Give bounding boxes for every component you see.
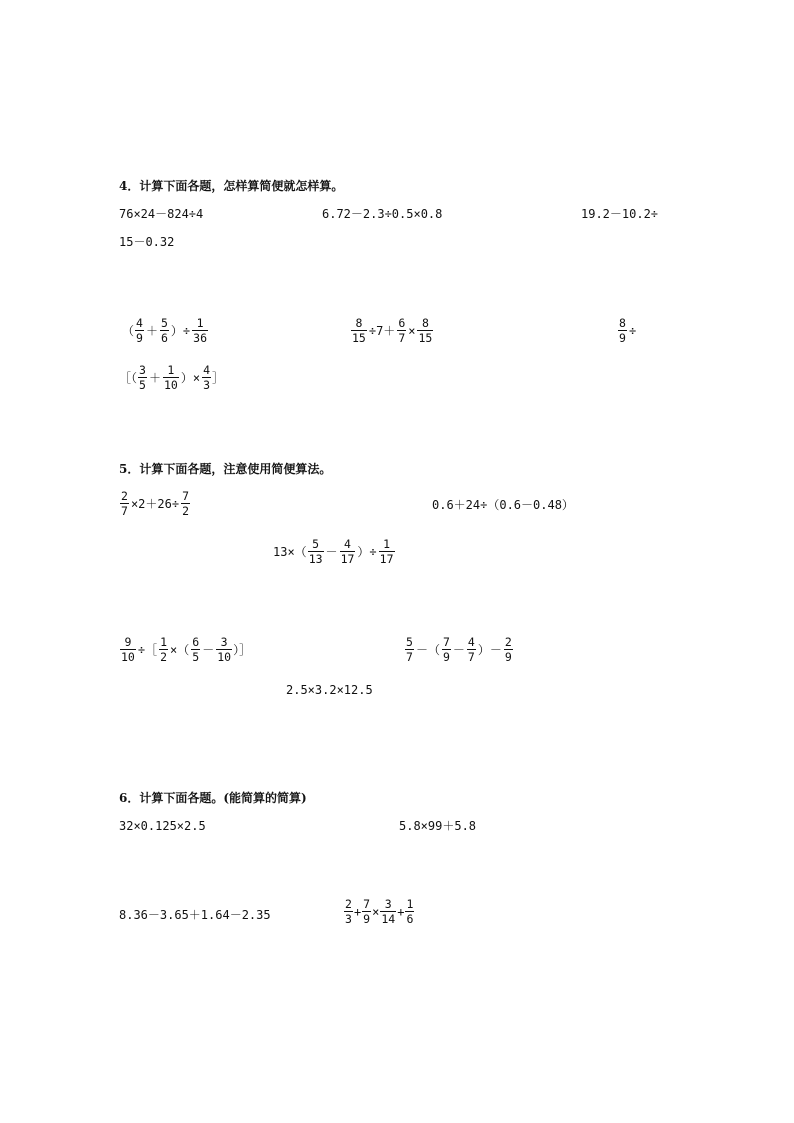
q6-expression-4 [343,898,415,925]
q4-expression-6-line1 [617,317,637,344]
q4-expression-3-line1: 19.2－10.2÷ [581,207,659,221]
fraction: $\frac{7}{9}$ [442,635,450,665]
fraction: $\frac{7}{2}$ [182,489,189,519]
question-6-heading: 6．计算下面各题。(能简算的简算) [119,791,307,805]
q4-expression-4 [122,317,209,344]
operator: + [353,904,362,919]
fraction: $\frac{1}{17}$ [379,537,394,567]
operator: ÷ [628,323,637,338]
operator: － [202,642,215,657]
q6-expression-3: 8.36－3.65＋1.64－2.35 [119,908,271,922]
fraction: $\frac{4}{17}$ [340,537,355,567]
fraction: $\frac{6}{5}$ [192,635,200,665]
q4-expression-2: 6.72－2.3÷0.5×0.8 [322,207,443,221]
operator: + [397,904,405,919]
fraction: $\frac{7}{9}$ [363,897,371,927]
operator: ）× [180,370,201,385]
q5-expression-4 [119,636,251,663]
operator: － [325,544,338,559]
fraction: $\frac{5}{7}$ [406,635,413,665]
fraction: $\frac{4}{3}$ [203,363,210,393]
fraction: $\frac{8}{15}$ [418,316,433,346]
fraction: $\frac{1}{36}$ [193,316,207,346]
bracket-close: ）］ [233,642,252,657]
bracket-open: ［（ [119,370,138,385]
fraction: $\frac{4}{7}$ [467,635,475,665]
fraction: $\frac{9}{10}$ [121,635,135,665]
fraction: $\frac{6}{7}$ [398,316,406,346]
q6-expression-1: 32×0.125×2.5 [119,819,206,833]
fraction: $\frac{3}{10}$ [217,635,232,665]
q5-expression-1 [119,490,191,517]
q5-expression-5 [404,636,514,663]
q4-expression-6-line2 [119,364,224,391]
fraction: $\frac{8}{9}$ [619,316,626,346]
operator: × [408,323,416,338]
operator: ×2＋26÷ [130,496,180,511]
operator: × [372,904,380,919]
fraction: $\frac{1}{6}$ [406,897,414,927]
q4-expression-1: 76×24－824÷4 [119,207,204,221]
operator: ）÷ [170,323,191,338]
fraction: $\frac{3}{5}$ [139,363,146,393]
fraction: $\frac{1}{10}$ [163,363,178,393]
fraction: $\frac{5}{6}$ [160,316,168,346]
q4-expression-3-line2: 15－0.32 [119,235,175,249]
operator: 13×（ [273,544,307,559]
operator: － [452,642,465,657]
operator: ）－ [477,642,502,657]
q5-expression-2: 0.6＋24÷（0.6－0.48） [432,498,574,512]
fraction: $\frac{4}{9}$ [136,316,143,346]
fraction: $\frac{3}{14}$ [381,897,396,927]
fraction: $\frac{8}{15}$ [352,316,366,346]
q6-expression-2: 5.8×99＋5.8 [399,819,477,833]
operator: ＋ [148,370,161,385]
q5-expression-3 [273,538,396,565]
operator: ）÷ [357,544,377,559]
q5-expression-6: 2.5×3.2×12.5 [286,683,373,697]
fraction: $\frac{2}{9}$ [504,635,512,665]
fraction: $\frac{5}{13}$ [308,537,323,567]
bracket-close: ］ [212,370,225,385]
question-5-heading: 5．计算下面各题，注意使用简便算法。 [119,462,332,476]
operator: ÷7＋ [368,323,396,338]
fraction: $\frac{2}{7}$ [121,489,128,519]
operator: ＋ [145,323,158,338]
operator: ÷［ [137,642,158,657]
operator: ×（ [170,642,190,657]
question-4-heading: 4．计算下面各题，怎样算简便就怎样算。 [119,179,344,193]
q4-expression-5 [350,317,434,344]
fraction: $\frac{2}{3}$ [345,897,352,927]
operator: －（ [415,642,440,657]
paren-open: （ [122,323,135,338]
fraction: $\frac{1}{2}$ [160,635,168,665]
